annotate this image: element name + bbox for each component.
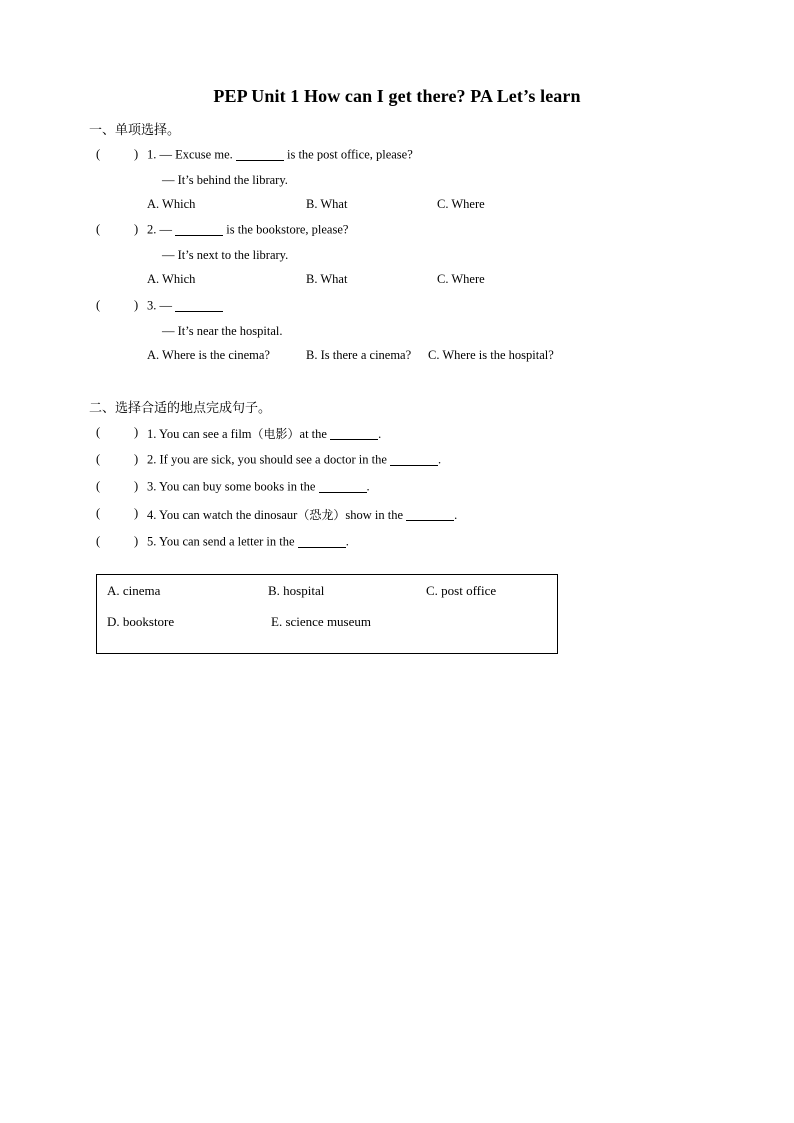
question-text: — [159,298,172,313]
answer-paren-open: ( [96,147,101,161]
section-2-heading: 二、选择合适的地点完成句子。 [89,401,272,416]
question-3-reply: — It’s near the hospital. [162,324,283,338]
question-number: 2. [147,222,157,237]
answer-paren-close: ) [134,147,139,161]
question-number: 1. [147,147,157,162]
sentence-text: You can send a letter in the [159,534,295,549]
answer-blank[interactable] [406,508,454,522]
question-number: 4. [147,508,157,522]
question-number: 3. [147,298,157,313]
question-2-option-c: C. Where [437,272,485,286]
question-2-option-b: B. What [306,272,348,286]
question-1-stem [147,147,413,163]
answer-paren-open: ( [96,479,101,493]
answer-paren-open: ( [96,506,101,520]
answer-paren-close: ) [134,506,139,520]
sentence-text: You can see a film [159,427,252,441]
question-3-option-c: C. Where is the hospital? [428,348,554,362]
section-1-heading: 一、单项选择。 [89,123,181,138]
word-bank-item-c: C. post office [426,583,497,598]
sentence-end: . [378,427,382,441]
answer-paren-close: ) [134,479,139,493]
sentence-text: You can watch the dinosaur [159,508,298,522]
question-number: 3. [147,479,157,494]
fill-sentence-4 [147,506,457,523]
answer-blank[interactable] [298,534,346,548]
question-number: 5. [147,534,157,549]
question-1-option-b: B. What [306,197,348,211]
question-3-option-a: A. Where is the cinema? [147,348,270,362]
question-2-option-a: A. Which [147,272,196,286]
answer-paren-close: ) [134,222,139,236]
answer-paren-open: ( [96,222,101,236]
sentence-text: show in the [345,508,403,522]
word-bank-box [96,574,558,654]
sentence-text: at the [299,427,327,441]
question-number: 1. [147,427,157,441]
answer-paren-open: ( [96,534,101,548]
fill-sentence-5 [147,534,349,550]
sentence-end: . [438,452,442,467]
answer-paren-open: ( [96,298,101,312]
question-text: — Excuse me. [159,147,233,162]
fill-sentence-3 [147,479,370,495]
sentence-end: . [345,534,349,549]
word-bank-item-a: A. cinema [107,583,161,598]
chinese-gloss: （电影） [251,427,300,441]
answer-paren-close: ) [134,452,139,466]
answer-paren-close: ) [134,534,139,548]
answer-paren-open: ( [96,425,101,439]
question-1-option-c: C. Where [437,197,485,211]
chinese-gloss: （恐龙） [297,508,346,522]
answer-blank[interactable] [330,427,378,441]
question-2-stem [147,222,348,238]
answer-paren-open: ( [96,452,101,466]
sentence-end: . [454,508,458,522]
fill-sentence-1 [147,425,381,442]
page-title: PEP Unit 1 How can I get there? PA Let’s learn [213,86,581,106]
answer-blank[interactable] [319,479,367,493]
question-text: is the bookstore, please? [226,222,349,237]
question-number: 2. [147,452,157,467]
word-bank-item-d: D. bookstore [107,614,175,629]
sentence-text: You can buy some books in the [159,479,316,494]
sentence-text: If you are sick, you should see a doctor in the [159,452,387,467]
answer-blank[interactable] [236,147,284,161]
question-3-option-b: B. Is there a cinema? [306,348,412,362]
answer-blank[interactable] [175,222,223,236]
question-1-reply: — It’s behind the library. [162,173,288,187]
word-bank-item-e: E. science museum [271,614,371,629]
question-text: — [159,222,172,237]
fill-sentence-2 [147,452,441,468]
question-2-reply: — It’s next to the library. [162,248,289,262]
question-3-stem [147,298,223,314]
question-1-option-a: A. Which [147,197,196,211]
sentence-end: . [366,479,370,494]
question-text: is the post office, please? [287,147,413,162]
answer-paren-close: ) [134,298,139,312]
answer-blank[interactable] [175,298,223,312]
answer-blank[interactable] [390,452,438,466]
answer-paren-close: ) [134,425,139,439]
word-bank-item-b: B. hospital [268,583,325,598]
